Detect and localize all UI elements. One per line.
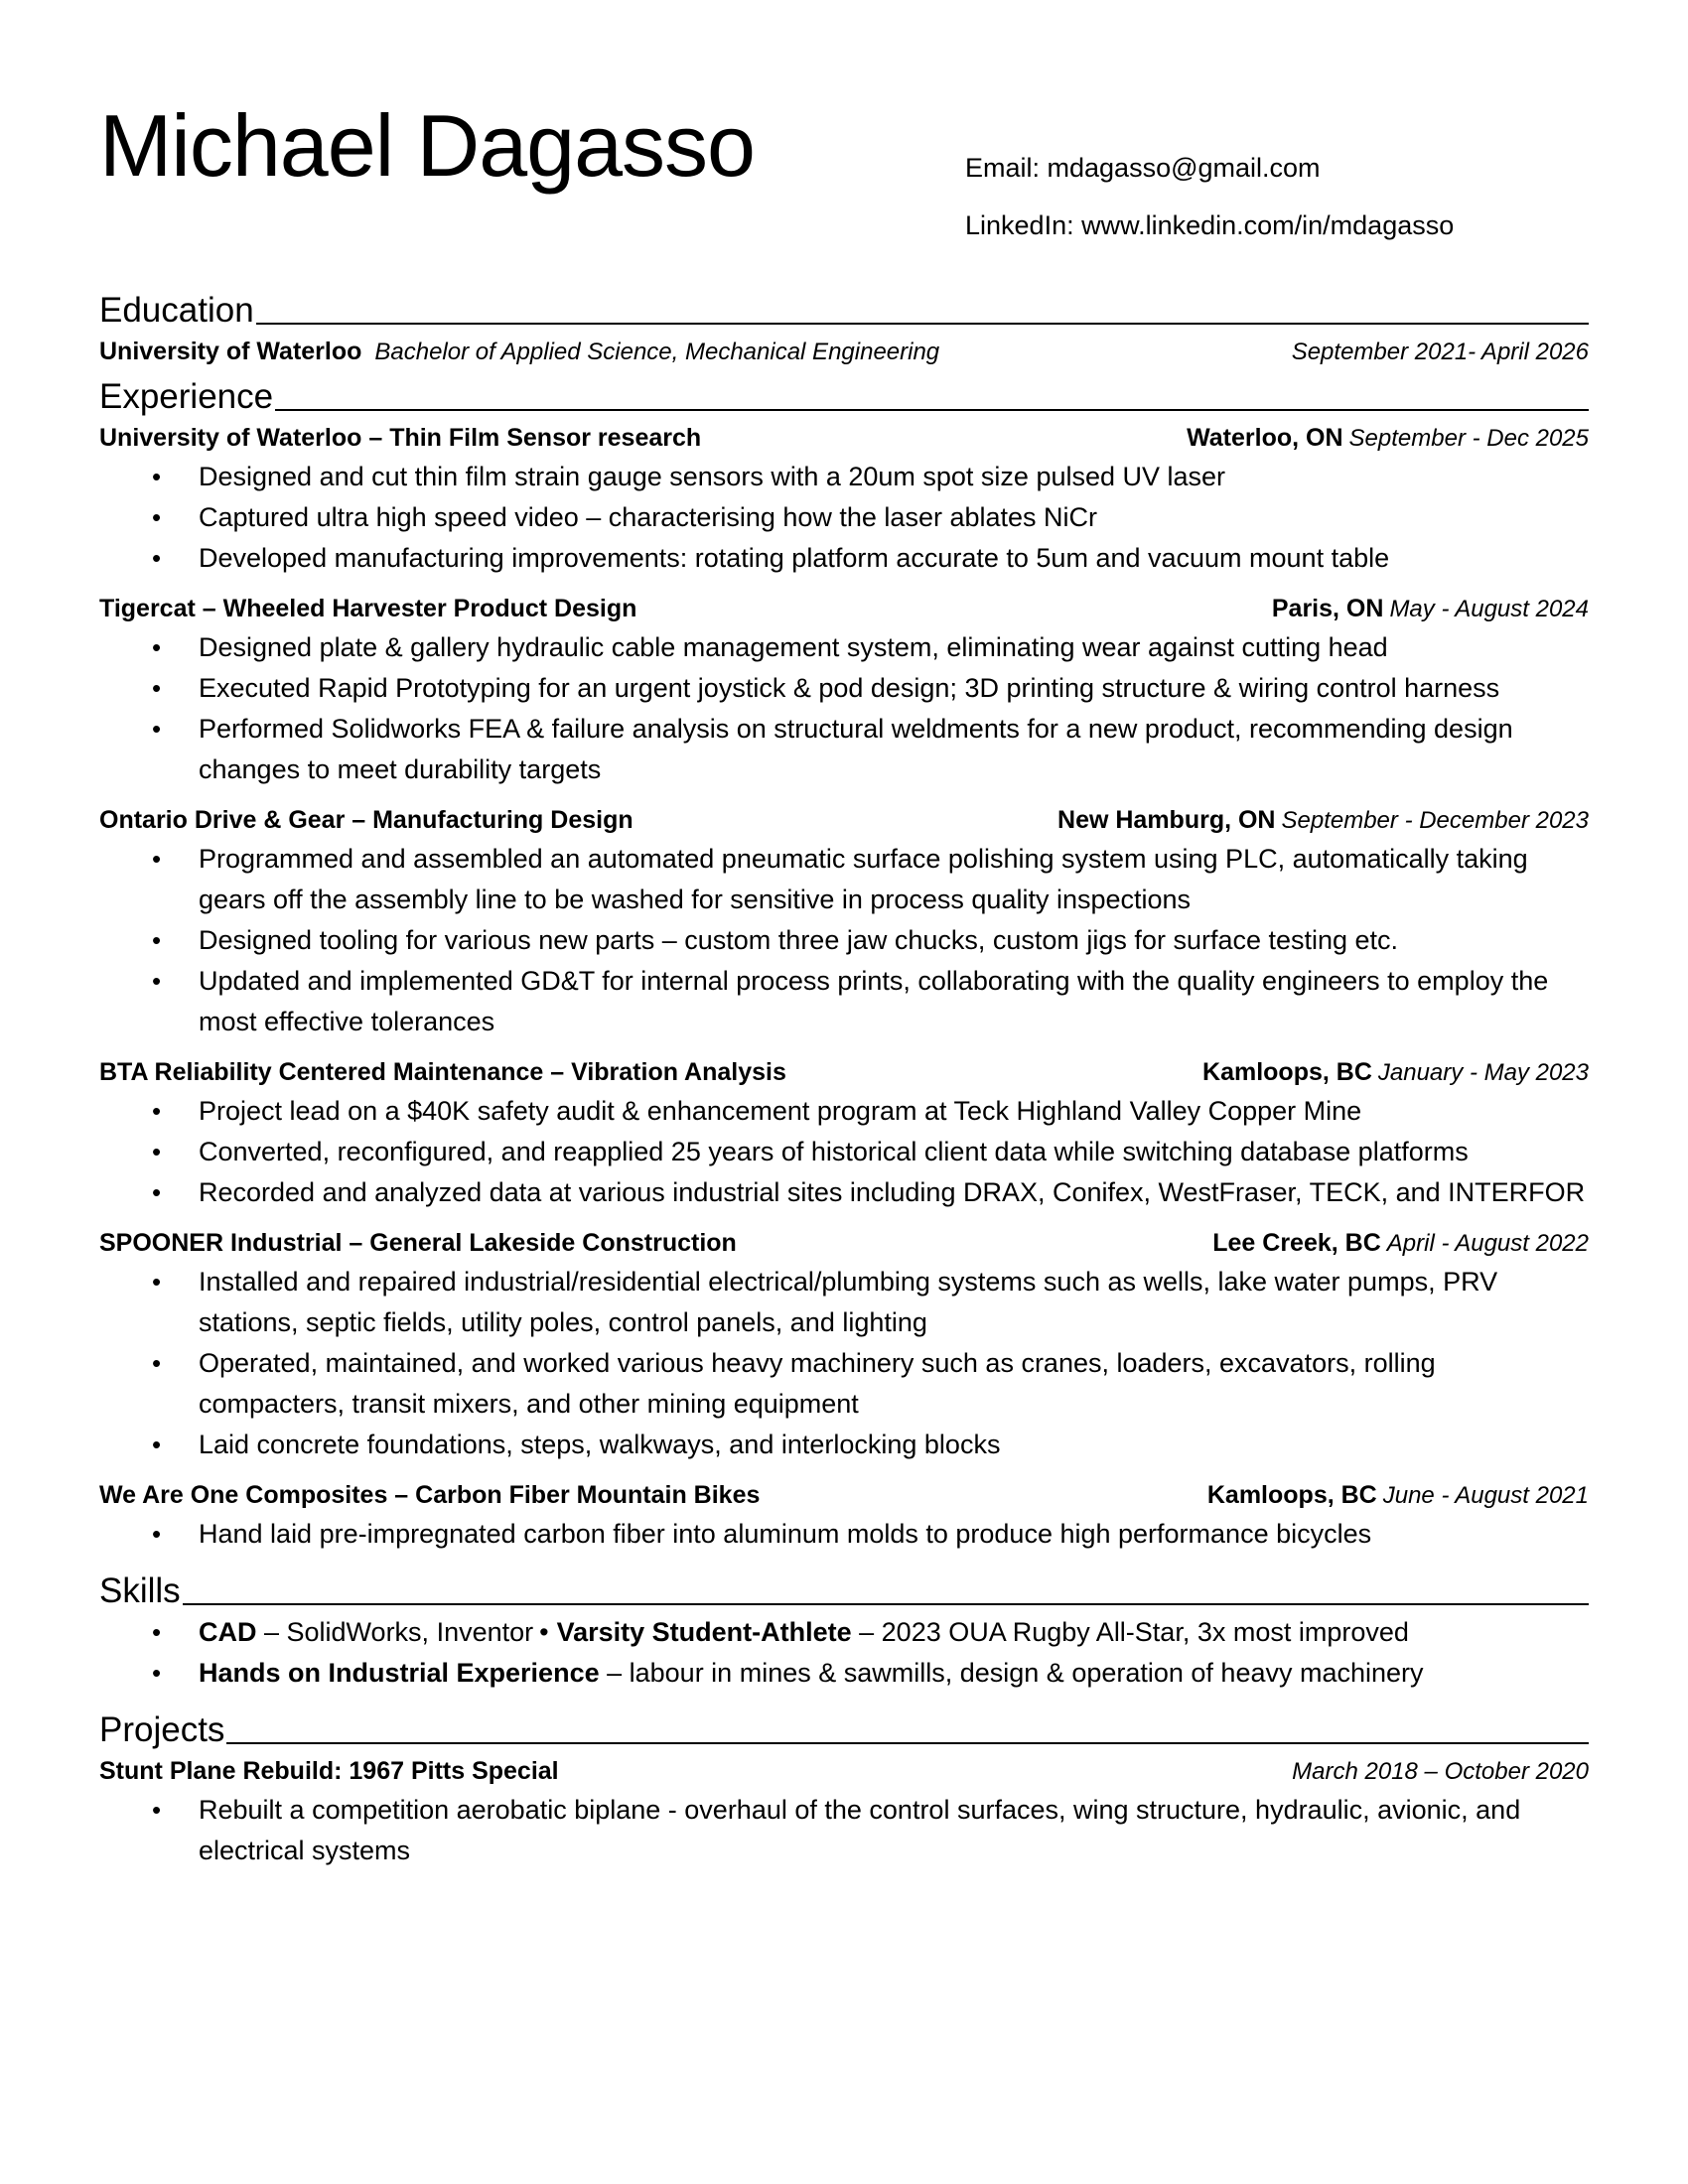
job-bullets <box>99 1091 1589 1213</box>
skill-athlete-text: – 2023 OUA Rugby All-Star, 3x most improved <box>851 1617 1409 1647</box>
list-item <box>99 497 1589 538</box>
job-title: University of Waterloo – Thin Film Sensor research <box>99 424 702 452</box>
bullet-text: Performed Solidworks FEA & failure analysis on structural weldments for a new product, recommending design changes to meet durability targets <box>199 714 1513 784</box>
project-title: Stunt Plane Rebuild: 1967 Pitts Special <box>99 1757 559 1785</box>
job-bullets <box>99 627 1589 790</box>
job-entry-header <box>99 1225 1589 1262</box>
bullet-glyph: • <box>152 1617 162 1647</box>
bullet-text: Project lead on a $40K safety audit & enhancement program at Teck Highland Valley Copper Mine <box>199 1096 1362 1126</box>
projects-title: Projects <box>99 1710 225 1749</box>
bullet-glyph: • <box>152 966 162 996</box>
list-item <box>99 1514 1589 1555</box>
education-heading <box>99 288 1589 328</box>
experience-heading <box>99 374 1589 414</box>
job-meta <box>1187 420 1589 457</box>
skills-heading <box>99 1569 1589 1608</box>
skills-line-1 <box>99 1612 1589 1653</box>
project-entry-header <box>99 1753 1589 1790</box>
bullet-glyph: • <box>152 1658 162 1688</box>
job-dates: April - August 2022 <box>1386 1230 1589 1257</box>
section-rule <box>256 323 1589 325</box>
job-location: Paris, ON <box>1271 595 1384 622</box>
skills-list <box>99 1612 1589 1694</box>
bullet-glyph: • <box>152 1137 162 1166</box>
job-bullets <box>99 839 1589 1042</box>
bullet-glyph: • <box>152 502 162 532</box>
section-rule <box>226 1742 1589 1744</box>
education-title: Education <box>99 291 254 330</box>
education-left <box>99 334 939 370</box>
list-item <box>99 627 1589 668</box>
degree-name: Bachelor of Applied Science, Mechanical Engineering <box>374 339 940 365</box>
job-meta <box>1202 1054 1589 1091</box>
job-dates: June - August 2021 <box>1382 1482 1589 1509</box>
list-item <box>99 920 1589 961</box>
job-title: We Are One Composites – Carbon Fiber Mountain Bikes <box>99 1481 761 1509</box>
bullet-text: Converted, reconfigured, and reapplied 25 years of historical client data while switching database platforms <box>199 1137 1469 1166</box>
bullet-text: Installed and repaired industrial/residential electrical/plumbing systems such as wells, lake water pumps, PRV stations, septic fields, utility poles, control panels, and lighting <box>199 1267 1498 1337</box>
job-location: Kamloops, BC <box>1202 1058 1372 1086</box>
list-item <box>99 709 1589 790</box>
list-item <box>99 1425 1589 1465</box>
section-rule <box>183 1603 1589 1605</box>
bullet-text: Updated and implemented GD&T for internal process prints, collaborating with the quality engineers to employ the most effective tolerances <box>199 966 1549 1036</box>
job-dates: May - August 2024 <box>1389 596 1589 622</box>
job-entry-header <box>99 1054 1589 1091</box>
job-bullets <box>99 1262 1589 1465</box>
linkedin-line: LinkedIn: www.linkedin.com/in/mdagasso <box>965 210 1455 240</box>
skills-line-2 <box>99 1653 1589 1694</box>
skill-cad-text: – SolidWorks, Inventor <box>256 1617 534 1647</box>
bullet-glyph: • <box>152 844 162 874</box>
job-dates: January - May 2023 <box>1377 1059 1589 1086</box>
job-title: Ontario Drive & Gear – Manufacturing Design <box>99 806 633 834</box>
bullet-text: Designed plate & gallery hydraulic cable management system, eliminating wear against cutting head <box>199 632 1388 662</box>
list-item <box>99 1172 1589 1213</box>
bullet-glyph: • <box>152 1267 162 1297</box>
list-item <box>99 538 1589 579</box>
section-rule <box>275 409 1589 411</box>
experience-list <box>99 420 1589 1555</box>
job-entry-header <box>99 420 1589 457</box>
experience-title: Experience <box>99 377 274 416</box>
job-dates: September - Dec 2025 <box>1348 425 1589 452</box>
list-item <box>99 839 1589 920</box>
contact-block <box>965 139 1454 254</box>
resume-page <box>99 0 1589 1883</box>
bullet-glyph: • <box>152 462 162 491</box>
list-item <box>99 668 1589 709</box>
project-bullets <box>99 1790 1589 1871</box>
job-meta <box>1212 1225 1589 1262</box>
job-title: Tigercat – Wheeled Harvester Product Design <box>99 595 637 622</box>
bullet-glyph: • <box>152 1177 162 1207</box>
job-location: Lee Creek, BC <box>1212 1229 1381 1257</box>
list-item <box>99 1790 1589 1871</box>
education-dates-wrap <box>1292 334 1589 370</box>
skill-industrial-text: – labour in mines & sawmills, design & operation of heavy machinery <box>599 1658 1424 1688</box>
bullet-text: Recorded and analyzed data at various industrial sites including DRAX, Conifex, WestFraser, TECK, and INTERFOR <box>199 1177 1586 1207</box>
bullet-glyph: • <box>152 632 162 662</box>
projects-heading <box>99 1707 1589 1747</box>
education-entry <box>99 334 1589 370</box>
bullet-glyph: • <box>152 925 162 955</box>
skill-separator: • <box>539 1617 549 1647</box>
bullet-text: Captured ultra high speed video – characterising how the laser ablates NiCr <box>199 502 1098 532</box>
skill-athlete-label: Varsity Student-Athlete <box>556 1617 852 1647</box>
job-meta <box>1057 802 1589 839</box>
project-meta <box>1292 1753 1589 1790</box>
job-entry-header <box>99 1477 1589 1514</box>
bullet-glyph: • <box>152 1519 162 1549</box>
job-meta <box>1272 591 1589 627</box>
bullet-text: Laid concrete foundations, steps, walkways, and interlocking blocks <box>199 1430 1001 1459</box>
bullet-glyph: • <box>152 1430 162 1459</box>
bullet-text: Designed and cut thin film strain gauge sensors with a 20um spot size pulsed UV laser <box>199 462 1226 491</box>
list-item <box>99 1132 1589 1172</box>
job-location: Waterloo, ON <box>1187 424 1343 452</box>
email-line: Email: mdagasso@gmail.com <box>965 153 1321 183</box>
bullet-text: Designed tooling for various new parts – custom three jaw chucks, custom jigs for surface testing etc. <box>199 925 1399 955</box>
bullet-glyph: • <box>152 1348 162 1378</box>
bullet-text: Rebuilt a competition aerobatic biplane - overhaul of the control surfaces, wing structure, hydraulic, avionic, and electrical systems <box>199 1795 1521 1865</box>
job-bullets <box>99 1514 1589 1555</box>
list-item <box>99 1091 1589 1132</box>
bullet-glyph: • <box>152 673 162 703</box>
education-dates: September 2021- April 2026 <box>1291 339 1589 365</box>
bullet-text: Executed Rapid Prototyping for an urgent joystick & pod design; 3D printing structure & wiring control harness <box>199 673 1500 703</box>
job-title: BTA Reliability Centered Maintenance – Vibration Analysis <box>99 1058 786 1086</box>
resume-header <box>99 0 1589 268</box>
job-bullets <box>99 457 1589 579</box>
job-location: New Hamburg, ON <box>1057 806 1276 834</box>
job-dates: September - December 2023 <box>1281 807 1589 834</box>
bullet-glyph: • <box>152 714 162 744</box>
job-entry-header <box>99 591 1589 627</box>
project-dates: March 2018 – October 2020 <box>1292 1758 1589 1785</box>
bullet-text: Developed manufacturing improvements: rotating platform accurate to 5um and vacuum mount table <box>199 543 1390 573</box>
job-entry-header <box>99 802 1589 839</box>
job-meta <box>1207 1477 1589 1514</box>
list-item <box>99 1262 1589 1343</box>
skill-industrial-label: Hands on Industrial Experience <box>199 1658 600 1688</box>
bullet-text: Operated, maintained, and worked various heavy machinery such as cranes, loaders, excavators, rolling compacters, transit mixers, and other mining equipment <box>199 1348 1436 1419</box>
projects-list <box>99 1753 1589 1871</box>
list-item <box>99 457 1589 497</box>
job-location: Kamloops, BC <box>1206 1481 1377 1509</box>
bullet-glyph: • <box>152 543 162 573</box>
bullet-glyph: • <box>152 1096 162 1126</box>
list-item <box>99 1343 1589 1425</box>
school-name: University of Waterloo <box>99 338 362 365</box>
bullet-text: Programmed and assembled an automated pneumatic surface polishing system using PLC, automatically taking gears off the assembly line to be washed for sensitive in process quality inspections <box>199 844 1528 914</box>
bullet-glyph: • <box>152 1795 162 1825</box>
list-item <box>99 961 1589 1042</box>
candidate-name: Michael Dagasso <box>99 96 755 195</box>
bullet-text: Hand laid pre-impregnated carbon fiber into aluminum molds to produce high performance bicycles <box>199 1519 1372 1549</box>
skills-title: Skills <box>99 1571 181 1610</box>
skill-cad-label: CAD <box>199 1617 257 1647</box>
job-title: SPOONER Industrial – General Lakeside Construction <box>99 1229 737 1257</box>
